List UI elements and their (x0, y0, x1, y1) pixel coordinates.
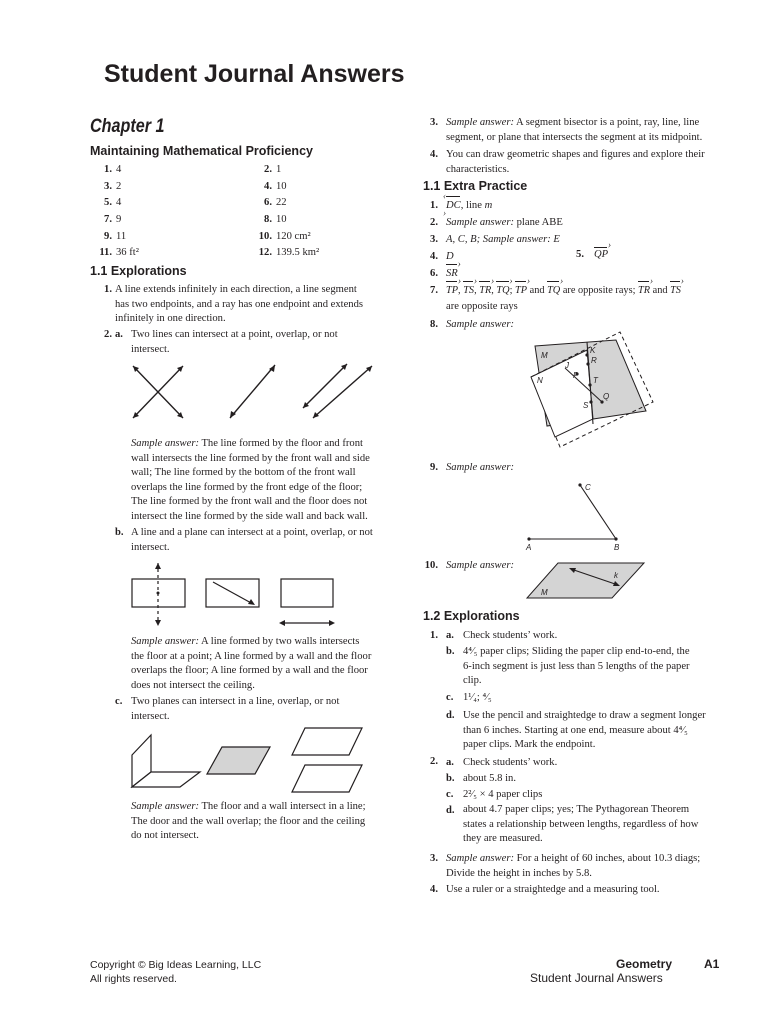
mmp-num: 12. (258, 247, 272, 259)
sample-label: Sample answer: (446, 560, 514, 571)
text-line: characteristics. (446, 163, 510, 175)
ep-num: 4. (430, 251, 438, 262)
mmp-val: 4 (116, 164, 122, 175)
line-in-plane (213, 582, 253, 604)
q3-answer (446, 116, 746, 145)
ep-num: 3. (430, 234, 438, 245)
e12-num: 4. (430, 884, 438, 895)
text-line: The door and the wall overlap; the floor and the ceiling (131, 815, 366, 827)
sample-label: Sample answer: (446, 462, 514, 473)
mmp-num: 1. (104, 164, 112, 175)
mmp-num: 9. (104, 230, 112, 242)
text-line: 6-inch segment is just less than 5 lengths of the paper (463, 660, 690, 672)
text-line: segment, or plane that intersects the segment at its midpoint. (446, 131, 703, 143)
text-line: A line and a plane can intersect at a point, overlap, or not (131, 527, 373, 538)
ray-notation: TQ › (496, 282, 509, 299)
part-label: c. (446, 789, 454, 800)
ep-num: 7. (430, 285, 438, 296)
intersection-point (157, 592, 160, 595)
text-line: paper clips; Sliding the paper clip end-to-end, the (477, 646, 690, 657)
mmp-num: 2. (264, 164, 272, 175)
text-line: does not intersect the ceiling. (131, 679, 255, 691)
text-line: intersect the line formed by the side wall and back wall. (131, 510, 368, 522)
ep-num: 9. (430, 462, 438, 473)
text-line: do not intersect. (131, 830, 199, 841)
ray-notation: TP › (446, 282, 458, 299)
sample-label: Sample answer: (131, 438, 199, 449)
text-line: Two lines can intersect at a point, overlap, or not (131, 329, 338, 340)
book-title: Geometry (616, 957, 673, 971)
text-line: wall intersects the line formed by the front wall and side (131, 452, 370, 464)
text-line: states a relationship between lengths, regardless of how (463, 818, 699, 830)
q2-number: 2. (104, 329, 112, 340)
text-line: The line formed by the front wall and the floor does not (131, 496, 368, 507)
q1-answer (115, 283, 415, 327)
text-line: clip. (463, 675, 482, 686)
mmp-val: 10 (276, 214, 287, 226)
text-line: about 5.8 in. (463, 773, 516, 784)
q2c-sample (131, 800, 421, 844)
text-line: You can draw geometric shapes and figures and explore their (446, 149, 705, 160)
e12-2 (463, 755, 758, 847)
point-a (527, 537, 530, 540)
label-a: A (526, 543, 532, 552)
sample-label: Sample answer: (446, 217, 514, 228)
lines-figure (125, 360, 385, 425)
q1-number: 1. (104, 284, 112, 295)
line-in-plane-figure (525, 560, 650, 605)
mmp-val: 139.5 km² (276, 247, 320, 259)
fraction: 4⁴⁄₅ (463, 646, 478, 657)
line-notation: DC ‹ › (446, 197, 461, 214)
q2c-label: c. (115, 696, 123, 707)
explorations-heading: 1.1 Explorations (90, 264, 187, 278)
mmp-num: 5. (104, 197, 112, 209)
e12-3 (446, 852, 756, 881)
mmp-val: 36 ft² (116, 247, 139, 259)
text-line: they are measured. (463, 833, 543, 844)
text-line: intersect. (131, 343, 170, 355)
q2b-sample (131, 635, 421, 693)
q2b-text (131, 526, 421, 555)
text-line: infinitely in one direction. (115, 313, 226, 324)
ep-numbers (420, 197, 438, 299)
part-label: b. (446, 646, 455, 657)
mmp-heading: Maintaining Mathematical Proficiency (90, 144, 313, 158)
mmp-val: 22 (276, 197, 287, 209)
q4-answer (446, 148, 746, 177)
arrowhead (155, 563, 161, 569)
e12-num: 3. (430, 853, 438, 864)
text-line: overlaps the floor; A line formed by a wall and the floor (131, 665, 368, 676)
overlapping-plane (207, 747, 270, 774)
mmp-num: 3. (104, 180, 112, 192)
mmp-val: 10 (276, 180, 287, 192)
sample-label: Sample answer: (446, 319, 514, 330)
label-r: R (591, 356, 597, 365)
sample-label: Sample answer: (131, 636, 199, 647)
line-overlap (230, 365, 275, 418)
text-line: has two endpoints, and a ray has one endpoint and extends (115, 298, 364, 310)
ep-num: 6. (430, 268, 438, 279)
top-plane (292, 728, 362, 755)
plane-rect (281, 579, 333, 607)
e12-1a: Check students’ work. (463, 630, 558, 641)
e12-1d (463, 709, 758, 753)
q2c-text (131, 695, 421, 724)
mmp-val: 4 (116, 197, 122, 209)
mmp-answers (90, 163, 420, 261)
text-line: intersect. (131, 710, 170, 722)
e12-num: 2. (430, 756, 438, 767)
sample-label: Sample answer: (131, 801, 199, 812)
mmp-num: 4. (264, 180, 272, 192)
ep-7-line2: are opposite rays (446, 301, 518, 312)
e12-4: Use a ruler or a straightedge and a measuring tool. (446, 884, 660, 895)
arrowhead (279, 620, 285, 626)
label-c: C (585, 483, 591, 492)
planes-intersect-figure (525, 330, 675, 450)
label-b: B (614, 543, 620, 552)
point-k (585, 353, 588, 356)
bottom-plane (292, 765, 362, 792)
ray-notation: TS › (670, 282, 681, 299)
text: m (484, 200, 493, 211)
text-line: intersect. (131, 541, 170, 553)
q2a-sample (131, 437, 421, 524)
text: plane ABE (513, 217, 563, 228)
part-label: a. (446, 757, 454, 768)
ep-num: 1. (430, 200, 438, 211)
q2a-label: a. (115, 329, 123, 340)
part-label: b. (446, 773, 455, 784)
mmp-val: 11 (116, 230, 127, 242)
point-b (614, 537, 617, 540)
e12-num: 1. (430, 630, 438, 641)
text-line: For a height of 60 inches, about 10.3 diags; (513, 853, 701, 864)
ep-num: 5. (576, 249, 584, 260)
text: are opposite rays; (560, 285, 639, 296)
mmp-num: 8. (264, 214, 272, 226)
segment-bc (580, 485, 616, 539)
sample-label: Sample answer: (446, 117, 514, 128)
ray-notation: TP › (515, 282, 527, 299)
e12-1c: 1¹⁄₄; ⁴⁄₅ (463, 692, 492, 703)
ray-notation: TR › (638, 282, 650, 299)
arrowhead (155, 620, 161, 626)
ep-num: 10. (424, 560, 438, 571)
page-number: A1 (704, 957, 720, 971)
arrowhead (329, 620, 335, 626)
mmp-num: 7. (104, 214, 112, 226)
label-k: k (614, 571, 618, 580)
sample-label: Sample answer: (446, 853, 514, 864)
mmp-num: 10. (258, 230, 272, 242)
q3-number: 3. (430, 117, 438, 128)
explorations-1-2-heading: 1.2 Explorations (423, 609, 520, 623)
footer-section: Student Journal Answers (530, 971, 663, 985)
text-line: than 6 inches. Starting at one end, measure about 4⁴⁄₅ (463, 724, 688, 736)
part-label: d. (446, 805, 455, 816)
text-line: paper clips. Mark the endpoint. (463, 739, 596, 750)
mmp-num: 11. (99, 247, 112, 259)
text-line: Two planes can intersect in a line, overlap, or not (131, 696, 340, 707)
chapter-heading: Chapter 1 (90, 116, 165, 137)
text-line: The floor and a wall intersect in a line; (198, 801, 366, 812)
text-line: Check students’ work. (463, 757, 558, 768)
label-t: T (593, 376, 598, 385)
text: and (650, 285, 671, 296)
text: , line (460, 200, 485, 211)
label-j: J (565, 361, 569, 370)
ep-num: 8. (430, 319, 438, 330)
label-s: S (583, 401, 589, 410)
extra-practice-heading: 1.1 Extra Practice (423, 179, 528, 193)
text-line: the floor at a point; A line formed by a wall and the floor (131, 650, 372, 662)
q4-number: 4. (430, 149, 438, 160)
text-line: wall; The line formed by the bottom of the front wall (131, 467, 356, 478)
text-line: The line formed by the floor and front (198, 438, 363, 449)
text-line: A line extends infinitely in each direction, a line segment (115, 284, 357, 295)
angle-figure (520, 475, 630, 555)
ep-num: 2. (430, 217, 438, 228)
text-line: overlaps the line formed by the front edge of the floor; (131, 481, 363, 493)
line-parallel-b (313, 366, 372, 418)
mmp-val: 2 (116, 180, 122, 192)
rights-reserved: All rights reserved. (90, 973, 177, 985)
text: D (446, 251, 454, 262)
text-line: A line formed by two walls intersects (198, 636, 360, 647)
ray-notation: TR › (479, 282, 491, 299)
ray-notation: TS › (463, 282, 474, 299)
q2a-text (131, 328, 421, 357)
planes-figure (125, 725, 375, 795)
ray-notation: SR › (446, 265, 458, 282)
point-t (588, 383, 591, 386)
label-m: M (541, 351, 548, 360)
copyright: Copyright © Big Ideas Learning, LLC (90, 959, 262, 971)
text-line: about 4.7 paper clips; yes; The Pythagorean Theorem (463, 804, 690, 815)
ray-notation: TQ › (547, 282, 560, 299)
ep-5-answer (594, 248, 608, 263)
text: A, C, B; Sample answer: E (446, 234, 560, 245)
label-k: K (590, 346, 596, 355)
text-line: Use the pencil and straightedge to draw a segment longer (463, 710, 706, 721)
part-labels (446, 755, 455, 819)
e12-1b (463, 645, 753, 689)
text-line: Divide the height in inches by 5.8. (446, 867, 592, 879)
ep-answers: DC ‹ ›, line m Sample answer: plane ABE A, C, B; Sample answer: E D SR › TP ›, TS ›, TR ›, TQ ›; TP › and TQ › are opposite rays; TR › and TS › (446, 197, 756, 299)
text-line: 2²⁄₅ × 4 paper clips (463, 789, 543, 800)
mmp-val: 1 (276, 164, 282, 175)
label-m: M (541, 588, 548, 597)
line-plane-figure (125, 560, 345, 630)
label-q: Q (603, 392, 610, 401)
text: and (527, 285, 548, 296)
q2b-label: b. (115, 527, 124, 538)
label-n: N (537, 376, 543, 385)
point-c (578, 483, 581, 486)
ray-notation: QP › (594, 248, 608, 263)
mmp-num: 6. (264, 197, 272, 209)
mmp-val: 120 cm² (276, 230, 311, 242)
page-title: Student Journal Answers (104, 60, 405, 88)
part-label: c. (446, 692, 454, 703)
point-s (589, 400, 592, 403)
label-p: P (573, 371, 579, 380)
line-parallel-a (303, 364, 347, 408)
part-label: a. (446, 630, 454, 641)
point-r (586, 362, 589, 365)
part-label: d. (446, 710, 455, 721)
text-line: A segment bisector is a point, ray, line, line (513, 117, 700, 128)
mmp-val: 9 (116, 214, 122, 226)
